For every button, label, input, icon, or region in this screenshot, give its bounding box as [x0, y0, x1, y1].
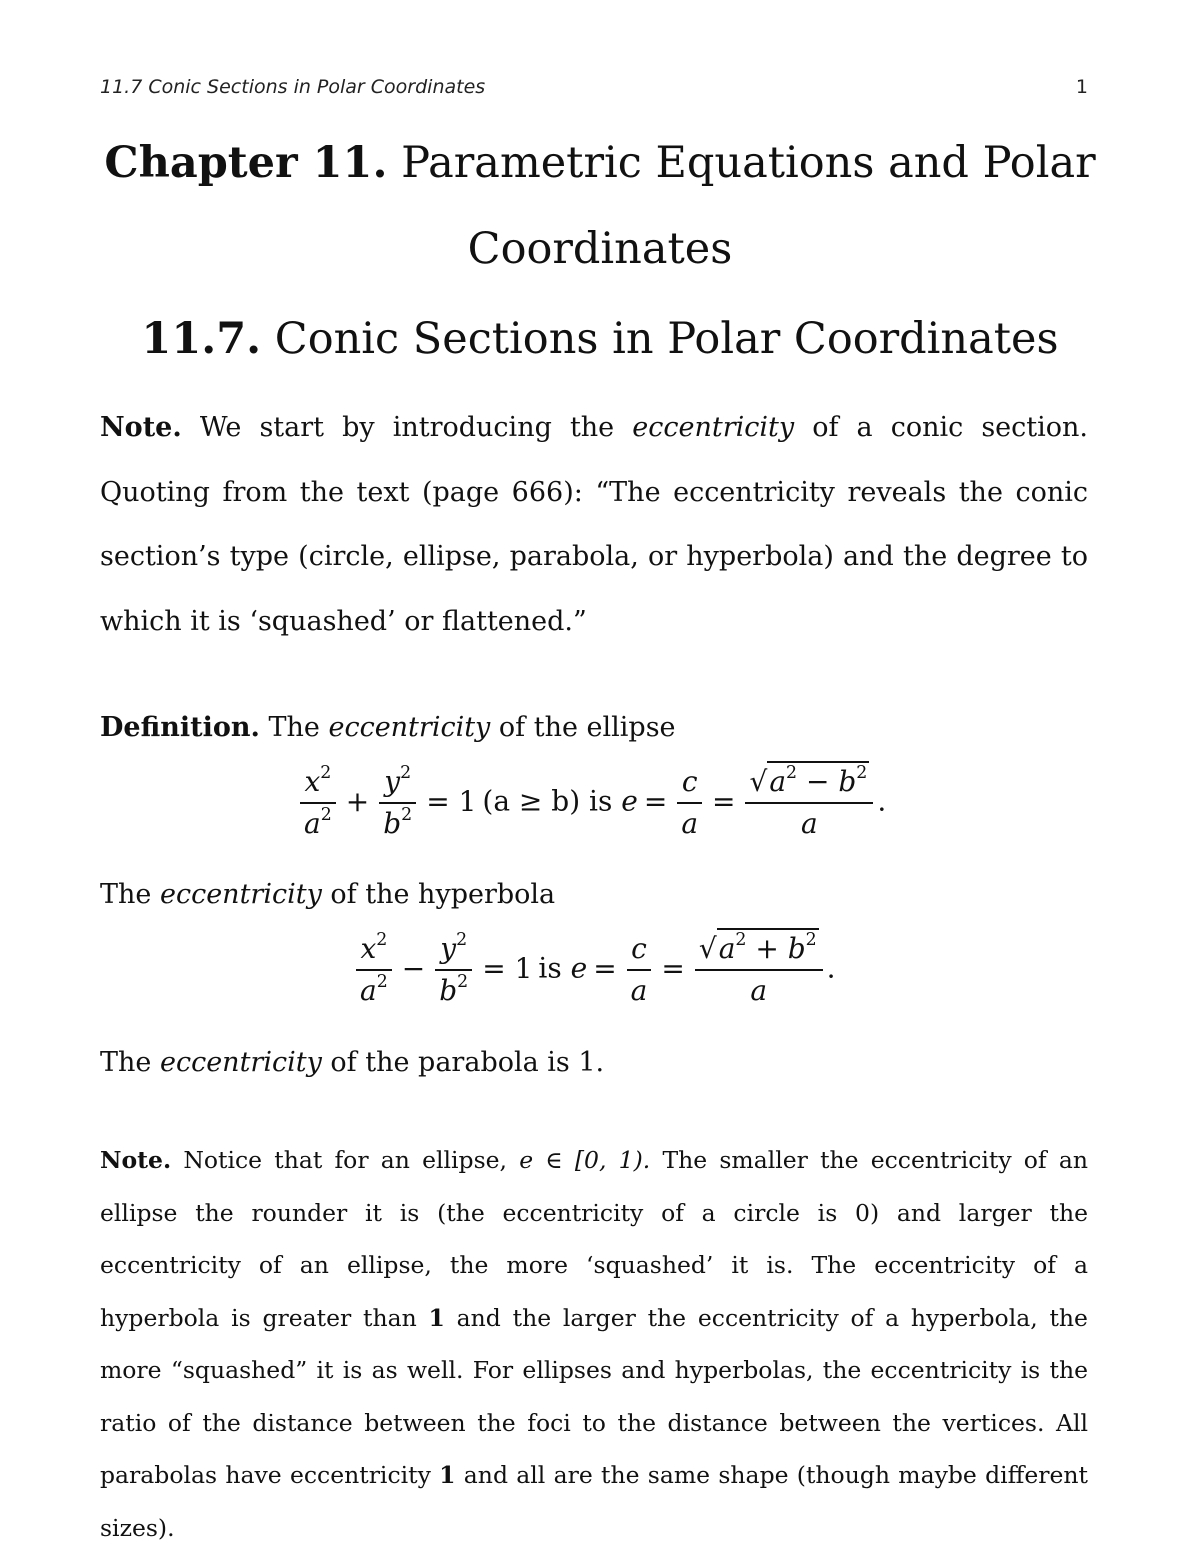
definition-ellipse-line	[100, 714, 676, 741]
note-text: The smaller the eccentricity of an ellipse the rounder it is (the eccentricity of a circle is 0) and larger the eccentricity of an ellipse, the more ‘squashed’ it is. The eccentricity of a hyperbola is greater than	[100, 1146, 1088, 1332]
section-title-text: Conic Sections in Polar Coordinates	[274, 314, 1059, 364]
definition-text: of the parabola is 1.	[330, 1047, 605, 1078]
equation-is: is	[589, 784, 613, 818]
definition-emphasis: eccentricity	[159, 1047, 322, 1078]
definition-text: of the hyperbola	[330, 879, 556, 910]
note-bold: 1	[428, 1303, 445, 1332]
note-text: Notice that for an ellipse,	[183, 1146, 508, 1174]
chapter-label: Chapter 11.	[104, 138, 388, 188]
definition-label: Definition.	[100, 712, 260, 743]
note-text: of a conic section. Quoting from the text (page 666): “The eccentricity reveals the conic section’s type (circle, ellipse, parabola, or hyperbola) and the degree to which it is ‘squashed’ or flattened.”	[100, 412, 1088, 637]
note-text: and the larger the eccentricity of a hyperbola, the more “squashed” it is as well. For ellipses and hyperbolas, the eccentricity is the ratio of the distance between the foci to the distance between the vertices. All parabolas have eccentricity	[100, 1303, 1088, 1489]
page-number: 1	[1075, 76, 1088, 98]
definition-emphasis: eccentricity	[328, 712, 491, 743]
definition-parabola-line	[100, 1049, 604, 1076]
note-text: We start by introducing the	[199, 412, 615, 443]
note-math: e ∈ [0, 1).	[519, 1146, 651, 1174]
note-paragraph-2	[100, 1134, 1088, 1554]
definition-text: of the ellipse	[498, 712, 676, 743]
chapter-title-line2: Coordinates	[467, 224, 733, 274]
section-number: 11.7.	[141, 314, 262, 364]
hyperbola-equation: $\frac{x^2}{a^2}$ − $\frac{y^2}{b^2}$ = 1 is e = $\frac{c}{a}$ = $\frac{√a^2 + b^2}{a}$ .	[352, 935, 836, 1005]
definition-text: The	[100, 1047, 152, 1078]
definition-emphasis: eccentricity	[159, 879, 322, 910]
section-title	[100, 314, 1100, 364]
definition-hyperbola-line	[100, 881, 555, 908]
note-paragraph-1	[100, 396, 1088, 654]
note-label: Note.	[100, 1146, 172, 1174]
note-label: Note.	[100, 412, 182, 443]
chapter-title	[100, 138, 1100, 188]
running-head: 11.7 Conic Sections in Polar Coordinates	[100, 76, 486, 98]
note-text: and all are the same shape (though maybe different sizes).	[100, 1461, 1088, 1542]
note-bold: 1	[439, 1461, 456, 1489]
equation-is: is	[538, 951, 562, 985]
note-emphasis: eccentricity	[632, 412, 795, 443]
ellipse-equation: $\frac{x^2}{a^2}$ + $\frac{y^2}{b^2}$ = 1 (a ≥ b) is e = $\frac{c}{a}$ = $\frac{√a^2 - b^2}{a}$ .	[296, 768, 886, 838]
chapter-title-line1: Parametric Equations and Polar	[401, 138, 1096, 188]
definition-text: The	[100, 879, 152, 910]
ellipse-condition: (a ≥ b)	[482, 784, 581, 818]
definition-text: The	[268, 712, 320, 743]
